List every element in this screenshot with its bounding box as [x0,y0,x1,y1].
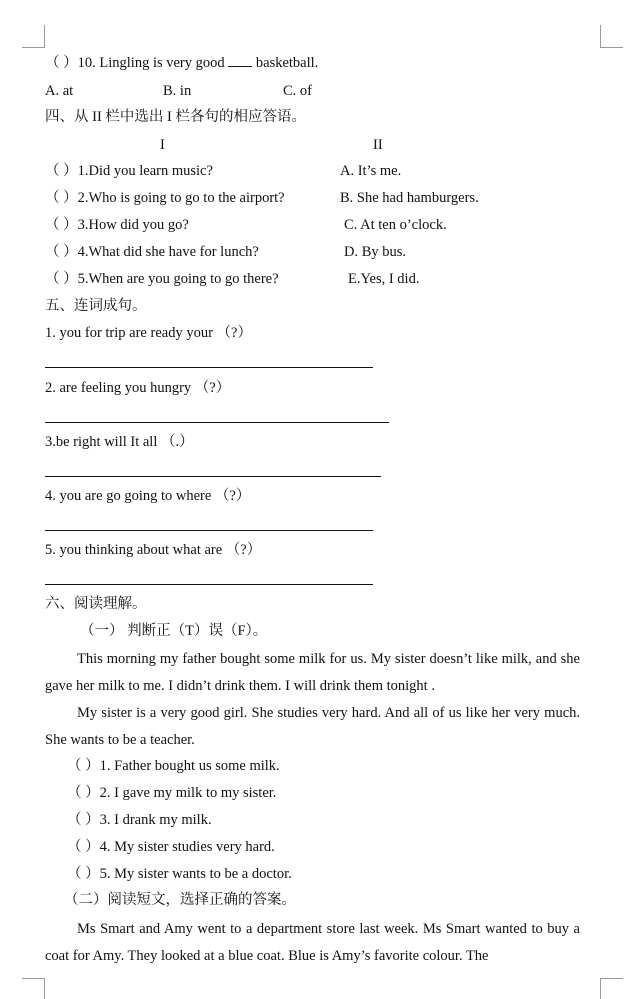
match-answer-d: D. By bus. [344,244,407,260]
tf-item-4: （ ）4. My sister studies very hard. [67,839,275,855]
match-question-4: （ ）4.What did she have for lunch? [45,244,259,260]
answer-line-3[interactable] [45,476,381,477]
crop-mark-bottom-right [600,978,623,999]
answer-line-4[interactable] [45,530,373,531]
match-question-3: （ ）3.How did you go? [45,217,189,233]
tf-item-5: （ ）5. My sister wants to be a doctor. [67,866,292,882]
column-2-header: II [373,137,383,153]
answer-line-2[interactable] [45,422,389,423]
scramble-item-3: 3.be right will It all （.） [45,434,194,450]
scramble-item-5: 5. you thinking about what are （?） [45,542,262,558]
question-10 [45,54,318,72]
reading-paragraph-2: My sister is a very good girl. She studies very hard. And all of us like her very much. She wants to be a teacher. [45,705,580,748]
answer-line-5[interactable] [45,584,373,585]
answer-blank[interactable] [228,54,252,67]
column-1-header: I [160,137,165,153]
match-answer-a: A. It’s me. [340,163,402,179]
scramble-item-4: 4. you are go going to where （?） [45,488,251,504]
option-a: A. at [45,83,74,99]
question-10-text-b: basketball. [252,55,319,71]
option-b: B. in [163,83,192,99]
reading-paragraph-1: This morning my father bought some milk for us. My sister doesn’t like milk, and she gave her milk to me. I didn’t drink them. I will drink them tonight . [45,651,580,694]
crop-mark-top-right [600,25,623,48]
reading-paragraph-3: Ms Smart and Amy went to a department store last week. Ms Smart wanted to buy a coat for Amy. They looked at a blue coat. Blue is Amy’s favorite colour. The [45,921,580,964]
section-4-title: 四、从 II 栏中选出 I 栏各句的相应答语。 [45,109,306,125]
tf-item-2: （ ）2. I gave my milk to my sister. [67,785,277,801]
crop-mark-bottom-left [22,978,45,999]
option-c: C. of [283,83,312,99]
tf-item-1: （ ）1. Father bought us some milk. [67,758,280,774]
question-10-text-a: （ ）10. Lingling is very good [45,55,229,71]
match-answer-b: B. She had hamburgers. [340,190,479,206]
answer-line-1[interactable] [45,367,373,368]
match-answer-e: E.Yes, I did. [348,271,420,287]
match-question-1: （ ）1.Did you learn music? [45,163,213,179]
section-5-title: 五、连词成句。 [45,298,147,314]
scramble-item-2: 2. are feeling you hungry （?） [45,380,231,396]
part-1-title: （一） 判断正（T）误（F）。 [80,623,268,639]
match-question-5: （ ）5.When are you going to go there? [45,271,279,287]
section-6-title: 六、阅读理解。 [45,596,147,612]
match-answer-c: C. At ten o’clock. [344,217,447,233]
scramble-item-1: 1. you for trip are ready your （?） [45,325,252,341]
crop-mark-top-left [22,25,45,48]
match-question-2: （ ）2.Who is going to go to the airport? [45,190,285,206]
tf-item-3: （ ）3. I drank my milk. [67,812,212,828]
part-2-title: （二）阅读短文，选择正确的答案。 [64,892,296,908]
